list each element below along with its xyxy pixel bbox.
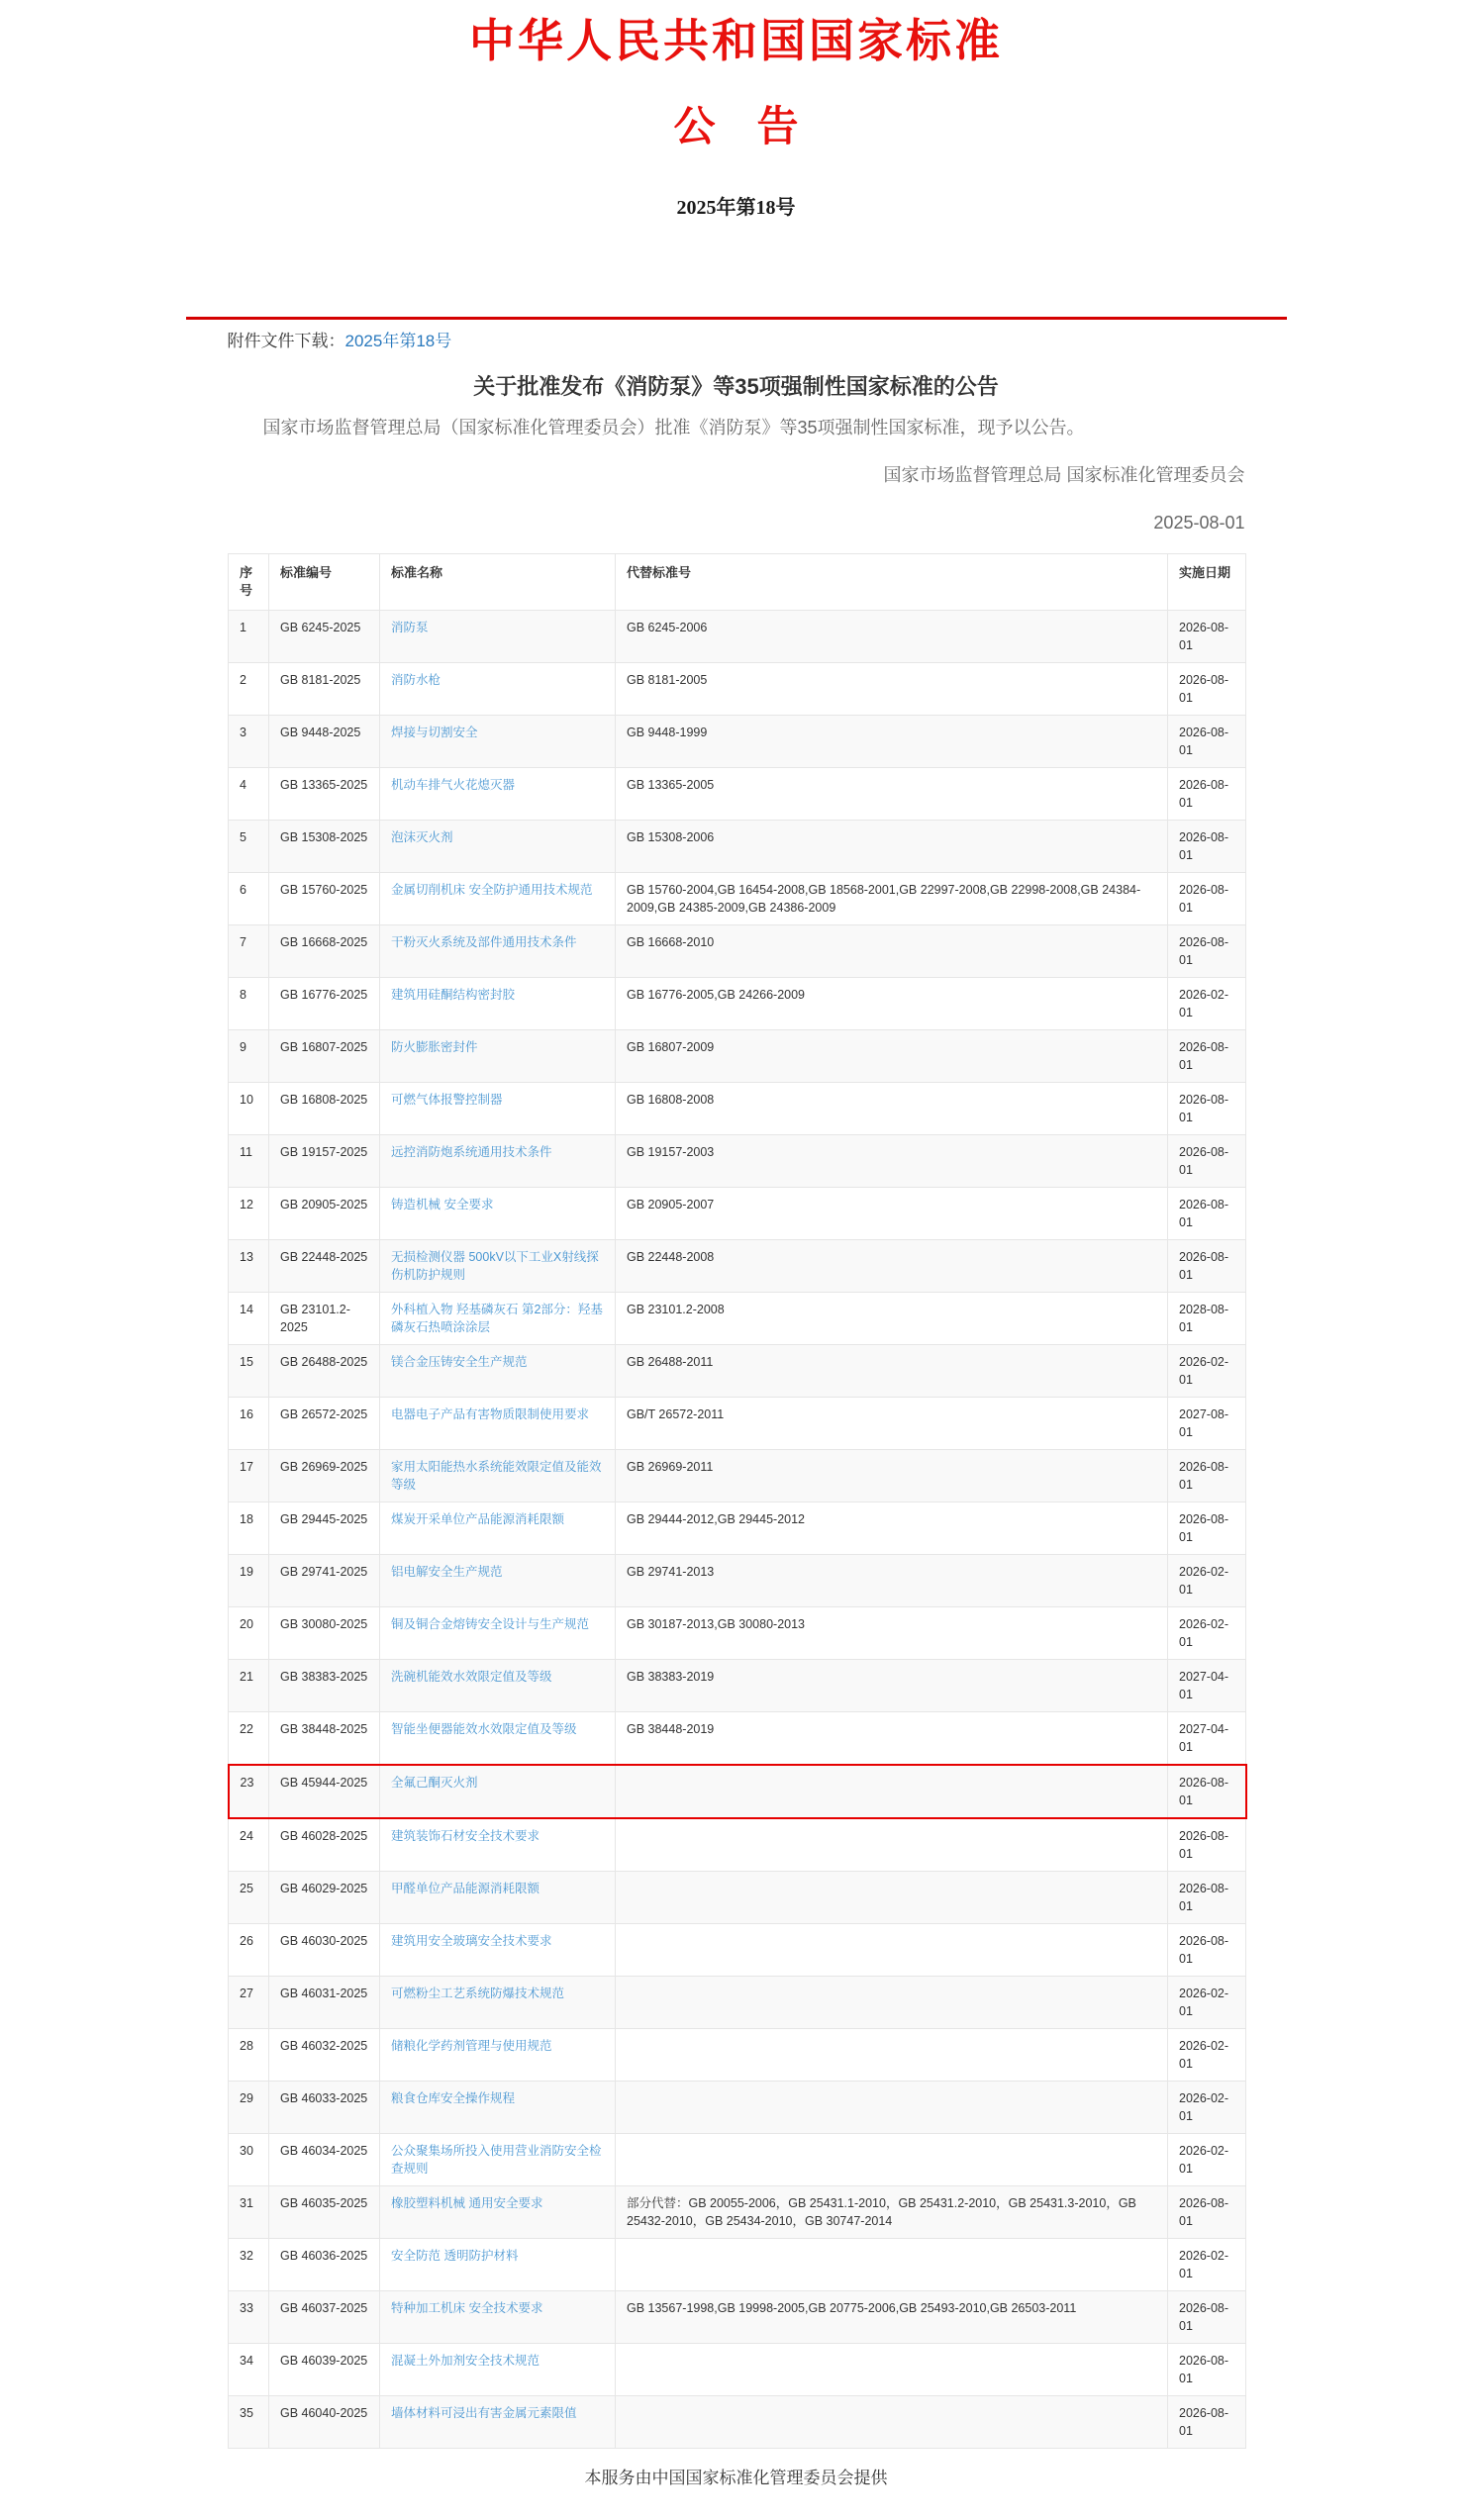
cell-standard-code: GB 46039-2025 — [269, 2344, 380, 2396]
standard-name-link[interactable]: 墙体材料可浸出有害金属元素限值 — [391, 2406, 577, 2420]
table-row — [229, 1030, 1246, 1083]
table-row — [229, 1818, 1246, 1872]
cell-implementation-date: 2026-02-01 — [1168, 2029, 1246, 2082]
standard-name-link[interactable]: 安全防范 透明防护材料 — [391, 2249, 519, 2263]
cell-replaced-standards — [616, 2134, 1168, 2186]
table-row — [229, 1398, 1246, 1450]
cell-standard-code: GB 26488-2025 — [269, 1345, 380, 1398]
cell-standard-name — [380, 663, 616, 716]
cell-standard-name — [380, 2134, 616, 2186]
standard-name-link[interactable]: 粮食仓库安全操作规程 — [391, 2091, 516, 2105]
cell-standard-code: GB 46034-2025 — [269, 2134, 380, 2186]
standard-name-link[interactable]: 可燃粉尘工艺系统防爆技术规范 — [391, 1987, 565, 2000]
cell-implementation-date: 2026-08-01 — [1168, 1135, 1246, 1188]
cell-replaced-standards: GB 26488-2011 — [616, 1345, 1168, 1398]
cell-standard-name — [380, 1083, 616, 1135]
cell-standard-code: GB 46037-2025 — [269, 2291, 380, 2344]
red-divider-line — [186, 317, 1287, 320]
cell-standard-name — [380, 1555, 616, 1607]
cell-seq: 6 — [229, 873, 269, 925]
footer-note: 本服务由中国国家标准化管理委员会提供 — [584, 2469, 888, 2487]
table-row — [229, 2396, 1246, 2449]
cell-implementation-date: 2027-08-01 — [1168, 1398, 1246, 1450]
cell-standard-code: GB 23101.2-2025 — [269, 1293, 380, 1345]
table-row — [229, 821, 1246, 873]
cell-implementation-date: 2026-08-01 — [1168, 768, 1246, 821]
cell-standard-code: GB 16776-2025 — [269, 978, 380, 1030]
table-header-row — [229, 554, 1246, 611]
cell-implementation-date: 2026-08-01 — [1168, 2344, 1246, 2396]
table-row — [229, 2239, 1246, 2291]
cell-standard-name — [380, 611, 616, 663]
cell-standard-code: GB 20905-2025 — [269, 1188, 380, 1240]
cell-standard-code: GB 46033-2025 — [269, 2082, 380, 2134]
cell-replaced-standards: GB 30187-2013,GB 30080-2013 — [616, 1607, 1168, 1660]
cell-standard-code: GB 29741-2025 — [269, 1555, 380, 1607]
cell-standard-name — [380, 2082, 616, 2134]
table-row — [229, 1924, 1246, 1977]
table-row — [229, 2082, 1246, 2134]
cell-implementation-date: 2026-08-01 — [1168, 1872, 1246, 1924]
cell-standard-code: GB 16808-2025 — [269, 1083, 380, 1135]
cell-standard-name — [380, 1188, 616, 1240]
cell-standard-name — [380, 1502, 616, 1555]
notice-body: 国家市场监督管理总局（国家标准化管理委员会）批准《消防泵》等35项强制性国家标准，现予以公告。 — [262, 418, 1085, 437]
cell-replaced-standards — [616, 2239, 1168, 2291]
content-area — [186, 317, 1287, 2449]
table-row — [229, 1345, 1246, 1398]
cell-implementation-date: 2026-08-01 — [1168, 2396, 1246, 2449]
standard-name-link[interactable]: 焊接与切割安全 — [391, 726, 478, 739]
cell-standard-code: GB 46029-2025 — [269, 1872, 380, 1924]
notice-heading: 关于批准发布《消防泵》等35项强制性国家标准的公告 — [473, 374, 999, 399]
table-row — [229, 1083, 1246, 1135]
cell-replaced-standards — [616, 1765, 1168, 1818]
cell-replaced-standards: GB 9448-1999 — [616, 716, 1168, 768]
cell-replaced-standards: GB 26969-2011 — [616, 1450, 1168, 1502]
standard-name-link[interactable]: 金属切削机床 安全防护通用技术规范 — [391, 883, 593, 897]
standard-name-link[interactable]: 消防水枪 — [391, 673, 442, 687]
standard-name-link[interactable]: 外科植入物 羟基磷灰石 第2部分：羟基磷灰石热喷涂涂层 — [391, 1303, 603, 1334]
attachment-row — [228, 330, 1245, 353]
standard-name-link[interactable]: 电器电子产品有害物质限制使用要求 — [391, 1407, 590, 1421]
table-row — [229, 1765, 1246, 1818]
cell-standard-name — [380, 1240, 616, 1293]
cell-standard-name — [380, 1924, 616, 1977]
standard-name-link[interactable]: 无损检测仪器 500kV以下工业X射线探伤机防护规则 — [391, 1250, 599, 1282]
cell-standard-code: GB 38383-2025 — [269, 1660, 380, 1712]
cell-seq: 11 — [229, 1135, 269, 1188]
cell-seq: 19 — [229, 1555, 269, 1607]
cell-seq: 32 — [229, 2239, 269, 2291]
standard-name-link[interactable]: 镁合金压铸安全生产规范 — [391, 1355, 528, 1369]
cell-implementation-date: 2026-02-01 — [1168, 2134, 1246, 2186]
cell-seq: 4 — [229, 768, 269, 821]
cell-seq: 33 — [229, 2291, 269, 2344]
standard-name-link[interactable]: 可燃气体报警控制器 — [391, 1093, 503, 1107]
table-row — [229, 611, 1246, 663]
cell-replaced-standards: GB 13567-1998,GB 19998-2005,GB 20775-2006,GB 25493-2010,GB 26503-2011 — [616, 2291, 1168, 2344]
cell-seq: 18 — [229, 1502, 269, 1555]
cell-standard-code: GB 26572-2025 — [269, 1398, 380, 1450]
cell-replaced-standards: GB 16807-2009 — [616, 1030, 1168, 1083]
standard-name-link[interactable]: 远控消防炮系统通用技术条件 — [391, 1145, 552, 1159]
table-row — [229, 1188, 1246, 1240]
cell-implementation-date: 2026-02-01 — [1168, 2239, 1246, 2291]
cell-seq: 31 — [229, 2186, 269, 2239]
cell-implementation-date: 2026-08-01 — [1168, 1924, 1246, 1977]
standard-name-link[interactable]: 建筑用安全玻璃安全技术要求 — [391, 1934, 552, 1948]
table-row — [229, 2029, 1246, 2082]
cell-implementation-date: 2026-08-01 — [1168, 1818, 1246, 1872]
cell-implementation-date: 2027-04-01 — [1168, 1660, 1246, 1712]
cell-replaced-standards: GB 13365-2005 — [616, 768, 1168, 821]
cell-standard-name — [380, 1765, 616, 1818]
cell-implementation-date: 2026-02-01 — [1168, 2082, 1246, 2134]
cell-standard-name — [380, 2344, 616, 2396]
standard-name-link[interactable]: 铸造机械 安全要求 — [391, 1198, 494, 1212]
cell-implementation-date: 2026-08-01 — [1168, 663, 1246, 716]
column-header-5: 实施日期 — [1168, 554, 1246, 611]
cell-replaced-standards: GB 38448-2019 — [616, 1712, 1168, 1766]
cell-implementation-date: 2026-08-01 — [1168, 1502, 1246, 1555]
cell-standard-code: GB 15760-2025 — [269, 873, 380, 925]
table-row — [229, 978, 1246, 1030]
cell-seq: 3 — [229, 716, 269, 768]
column-header-3: 标准名称 — [380, 554, 616, 611]
cell-seq: 1 — [229, 611, 269, 663]
cell-seq: 10 — [229, 1083, 269, 1135]
table-row — [229, 663, 1246, 716]
issuing-authorities: 国家市场监督管理总局 国家标准化管理委员会 — [883, 465, 1245, 485]
cell-seq: 24 — [229, 1818, 269, 1872]
cell-replaced-standards — [616, 1924, 1168, 1977]
cell-standard-name — [380, 1398, 616, 1450]
cell-standard-code: GB 22448-2025 — [269, 1240, 380, 1293]
standard-name-link[interactable]: 洗碗机能效水效限定值及等级 — [391, 1670, 552, 1684]
page-title: 中华人民共和国国家标准 — [469, 16, 1003, 66]
cell-standard-name — [380, 2186, 616, 2239]
standard-name-link[interactable]: 铝电解安全生产规范 — [391, 1565, 503, 1579]
cell-seq: 17 — [229, 1450, 269, 1502]
cell-implementation-date: 2026-08-01 — [1168, 873, 1246, 925]
attachment-label: 附件文件下载： — [227, 332, 345, 350]
table-row — [229, 2344, 1246, 2396]
cell-standard-name — [380, 873, 616, 925]
standard-name-link[interactable]: 特种加工机床 安全技术要求 — [391, 2301, 543, 2315]
cell-standard-code: GB 46036-2025 — [269, 2239, 380, 2291]
cell-replaced-standards: GB 19157-2003 — [616, 1135, 1168, 1188]
cell-standard-name — [380, 2029, 616, 2082]
standard-name-link[interactable]: 智能坐便器能效水效限定值及等级 — [391, 1722, 577, 1736]
standard-name-link[interactable]: 甲醛单位产品能源消耗限额 — [391, 1882, 540, 1895]
cell-standard-name — [380, 1135, 616, 1188]
cell-implementation-date: 2026-08-01 — [1168, 1765, 1246, 1818]
cell-standard-name — [380, 2239, 616, 2291]
table-row — [229, 2186, 1246, 2239]
cell-replaced-standards: GB 29741-2013 — [616, 1555, 1168, 1607]
cell-standard-code: GB 30080-2025 — [269, 1607, 380, 1660]
cell-standard-name — [380, 1660, 616, 1712]
standard-name-link[interactable]: 干粉灭火系统及部件通用技术条件 — [391, 935, 577, 949]
table-row — [229, 1555, 1246, 1607]
cell-replaced-standards: GB 29444-2012,GB 29445-2012 — [616, 1502, 1168, 1555]
standard-name-link[interactable]: 消防泵 — [391, 621, 429, 634]
table-row — [229, 2134, 1246, 2186]
cell-replaced-standards — [616, 2396, 1168, 2449]
cell-implementation-date: 2027-04-01 — [1168, 1712, 1246, 1766]
cell-standard-code: GB 46031-2025 — [269, 1977, 380, 2029]
cell-implementation-date: 2026-08-01 — [1168, 2186, 1246, 2239]
cell-seq: 23 — [229, 1765, 269, 1818]
column-header-1: 序号 — [229, 554, 269, 611]
cell-seq: 13 — [229, 1240, 269, 1293]
cell-implementation-date: 2026-08-01 — [1168, 1083, 1246, 1135]
table-row — [229, 1977, 1246, 2029]
cell-implementation-date: 2026-02-01 — [1168, 1345, 1246, 1398]
cell-standard-code: GB 15308-2025 — [269, 821, 380, 873]
cell-standard-name — [380, 1818, 616, 1872]
cell-replaced-standards: GB 38383-2019 — [616, 1660, 1168, 1712]
standard-name-link[interactable]: 铜及铜合金熔铸安全设计与生产规范 — [391, 1617, 590, 1631]
cell-implementation-date: 2026-02-01 — [1168, 978, 1246, 1030]
cell-standard-name — [380, 925, 616, 978]
standard-name-link[interactable]: 煤炭开采单位产品能源消耗限额 — [391, 1512, 565, 1526]
cell-replaced-standards: GB 20905-2007 — [616, 1188, 1168, 1240]
cell-standard-name — [380, 2396, 616, 2449]
cell-standard-code: GB 46040-2025 — [269, 2396, 380, 2449]
standard-name-link[interactable]: 建筑用硅酮结构密封胶 — [391, 988, 516, 1002]
table-row — [229, 1502, 1246, 1555]
standard-name-link[interactable]: 机动车排气火花熄灭器 — [391, 778, 516, 792]
table-row — [229, 1607, 1246, 1660]
issue-date: 2025-08-01 — [1153, 513, 1245, 533]
table-row — [229, 2291, 1246, 2344]
cell-standard-name — [380, 1450, 616, 1502]
cell-seq: 26 — [229, 1924, 269, 1977]
cell-replaced-standards: GB 6245-2006 — [616, 611, 1168, 663]
standard-name-link[interactable]: 储粮化学药剂管理与使用规范 — [391, 2039, 552, 2053]
cell-replaced-standards: GB 16776-2005,GB 24266-2009 — [616, 978, 1168, 1030]
cell-implementation-date: 2026-08-01 — [1168, 1450, 1246, 1502]
cell-seq: 9 — [229, 1030, 269, 1083]
cell-standard-code: GB 16668-2025 — [269, 925, 380, 978]
cell-seq: 14 — [229, 1293, 269, 1345]
cell-standard-code: GB 13365-2025 — [269, 768, 380, 821]
cell-standard-name — [380, 716, 616, 768]
cell-seq: 2 — [229, 663, 269, 716]
cell-standard-name — [380, 821, 616, 873]
cell-replaced-standards — [616, 1977, 1168, 2029]
table-row — [229, 1240, 1246, 1293]
cell-standard-name — [380, 1030, 616, 1083]
cell-standard-name — [380, 1712, 616, 1766]
cell-seq: 15 — [229, 1345, 269, 1398]
cell-standard-name — [380, 768, 616, 821]
cell-standard-code: GB 8181-2025 — [269, 663, 380, 716]
cell-seq: 27 — [229, 1977, 269, 2029]
attachment-link[interactable]: 2025年第18号 — [344, 332, 452, 350]
cell-seq: 25 — [229, 1872, 269, 1924]
cell-replaced-standards — [616, 1872, 1168, 1924]
cell-standard-code: GB 46030-2025 — [269, 1924, 380, 1977]
cell-replaced-standards: 部分代替：GB 20055-2006，GB 25431.1-2010，GB 25431.2-2010，GB 25431.3-2010，GB 25432-2010，GB 25434-2010，GB 30747-2014 — [616, 2186, 1168, 2239]
cell-standard-code: GB 16807-2025 — [269, 1030, 380, 1083]
cell-standard-code: GB 38448-2025 — [269, 1712, 380, 1766]
standard-name-link[interactable]: 建筑装饰石材安全技术要求 — [391, 1829, 540, 1843]
table-row — [229, 1293, 1246, 1345]
cell-seq: 7 — [229, 925, 269, 978]
cell-standard-code: GB 9448-2025 — [269, 716, 380, 768]
cell-seq: 21 — [229, 1660, 269, 1712]
table-row — [229, 873, 1246, 925]
cell-replaced-standards: GB 22448-2008 — [616, 1240, 1168, 1293]
cell-implementation-date: 2028-08-01 — [1168, 1293, 1246, 1345]
announcement-label: 公 告 — [673, 105, 799, 150]
cell-standard-code: GB 46028-2025 — [269, 1818, 380, 1872]
table-row — [229, 1135, 1246, 1188]
cell-implementation-date: 2026-02-01 — [1168, 1607, 1246, 1660]
table-row — [229, 1660, 1246, 1712]
cell-standard-name — [380, 2291, 616, 2344]
cell-standard-code: GB 6245-2025 — [269, 611, 380, 663]
table-row — [229, 1712, 1246, 1766]
standard-name-link[interactable]: 家用太阳能热水系统能效限定值及能效等级 — [391, 1460, 602, 1492]
cell-replaced-standards: GB 16808-2008 — [616, 1083, 1168, 1135]
cell-implementation-date: 2026-08-01 — [1168, 1188, 1246, 1240]
standard-name-link[interactable]: 混凝土外加剂安全技术规范 — [391, 2354, 540, 2368]
cell-standard-code: GB 46032-2025 — [269, 2029, 380, 2082]
cell-replaced-standards: GB 15308-2006 — [616, 821, 1168, 873]
standard-name-link[interactable]: 公众聚集场所投入使用营业消防安全检查规则 — [391, 2144, 602, 2176]
cell-implementation-date: 2026-08-01 — [1168, 925, 1246, 978]
table-row — [229, 1872, 1246, 1924]
cell-seq: 16 — [229, 1398, 269, 1450]
cell-seq: 28 — [229, 2029, 269, 2082]
cell-standard-name — [380, 1607, 616, 1660]
cell-seq: 35 — [229, 2396, 269, 2449]
cell-implementation-date: 2026-08-01 — [1168, 716, 1246, 768]
standard-name-link[interactable]: 橡胶塑料机械 通用安全要求 — [391, 2196, 543, 2210]
cell-standard-code: GB 26969-2025 — [269, 1450, 380, 1502]
cell-replaced-standards — [616, 2082, 1168, 2134]
cell-seq: 29 — [229, 2082, 269, 2134]
cell-implementation-date: 2026-08-01 — [1168, 1240, 1246, 1293]
cell-implementation-date: 2026-08-01 — [1168, 821, 1246, 873]
cell-replaced-standards — [616, 2344, 1168, 2396]
cell-seq: 20 — [229, 1607, 269, 1660]
cell-standard-code: GB 19157-2025 — [269, 1135, 380, 1188]
standard-name-link[interactable]: 全氟己酮灭火剂 — [391, 1776, 478, 1790]
column-header-2: 标准编号 — [269, 554, 380, 611]
cell-standard-code: GB 46035-2025 — [269, 2186, 380, 2239]
cell-implementation-date: 2026-08-01 — [1168, 611, 1246, 663]
inner-content — [228, 330, 1245, 2449]
cell-replaced-standards: GB/T 26572-2011 — [616, 1398, 1168, 1450]
standards-table — [228, 553, 1247, 2449]
cell-implementation-date: 2026-02-01 — [1168, 1555, 1246, 1607]
column-header-4: 代替标准号 — [616, 554, 1168, 611]
cell-seq: 8 — [229, 978, 269, 1030]
cell-standard-name — [380, 1293, 616, 1345]
cell-replaced-standards — [616, 2029, 1168, 2082]
cell-replaced-standards: GB 15760-2004,GB 16454-2008,GB 18568-2001,GB 22997-2008,GB 22998-2008,GB 24384-2009,GB 24385-2009,GB 24386-2009 — [616, 873, 1168, 925]
cell-replaced-standards: GB 23101.2-2008 — [616, 1293, 1168, 1345]
issue-number: 2025年第18号 — [676, 197, 796, 219]
cell-implementation-date: 2026-08-01 — [1168, 2291, 1246, 2344]
cell-seq: 12 — [229, 1188, 269, 1240]
cell-seq: 30 — [229, 2134, 269, 2186]
cell-replaced-standards: GB 16668-2010 — [616, 925, 1168, 978]
table-row — [229, 925, 1246, 978]
cell-standard-name — [380, 1977, 616, 2029]
cell-standard-name — [380, 1345, 616, 1398]
table-row — [229, 768, 1246, 821]
standard-name-link[interactable]: 泡沫灭火剂 — [391, 830, 453, 844]
standard-name-link[interactable]: 防火膨胀密封件 — [391, 1040, 478, 1054]
cell-standard-code: GB 45944-2025 — [269, 1765, 380, 1818]
cell-seq: 34 — [229, 2344, 269, 2396]
cell-replaced-standards: GB 8181-2005 — [616, 663, 1168, 716]
cell-replaced-standards — [616, 1818, 1168, 1872]
cell-seq: 22 — [229, 1712, 269, 1766]
cell-implementation-date: 2026-08-01 — [1168, 1030, 1246, 1083]
table-row — [229, 1450, 1246, 1502]
cell-implementation-date: 2026-02-01 — [1168, 1977, 1246, 2029]
cell-standard-code: GB 29445-2025 — [269, 1502, 380, 1555]
cell-standard-name — [380, 978, 616, 1030]
table-row — [229, 716, 1246, 768]
cell-standard-name — [380, 1872, 616, 1924]
cell-seq: 5 — [229, 821, 269, 873]
